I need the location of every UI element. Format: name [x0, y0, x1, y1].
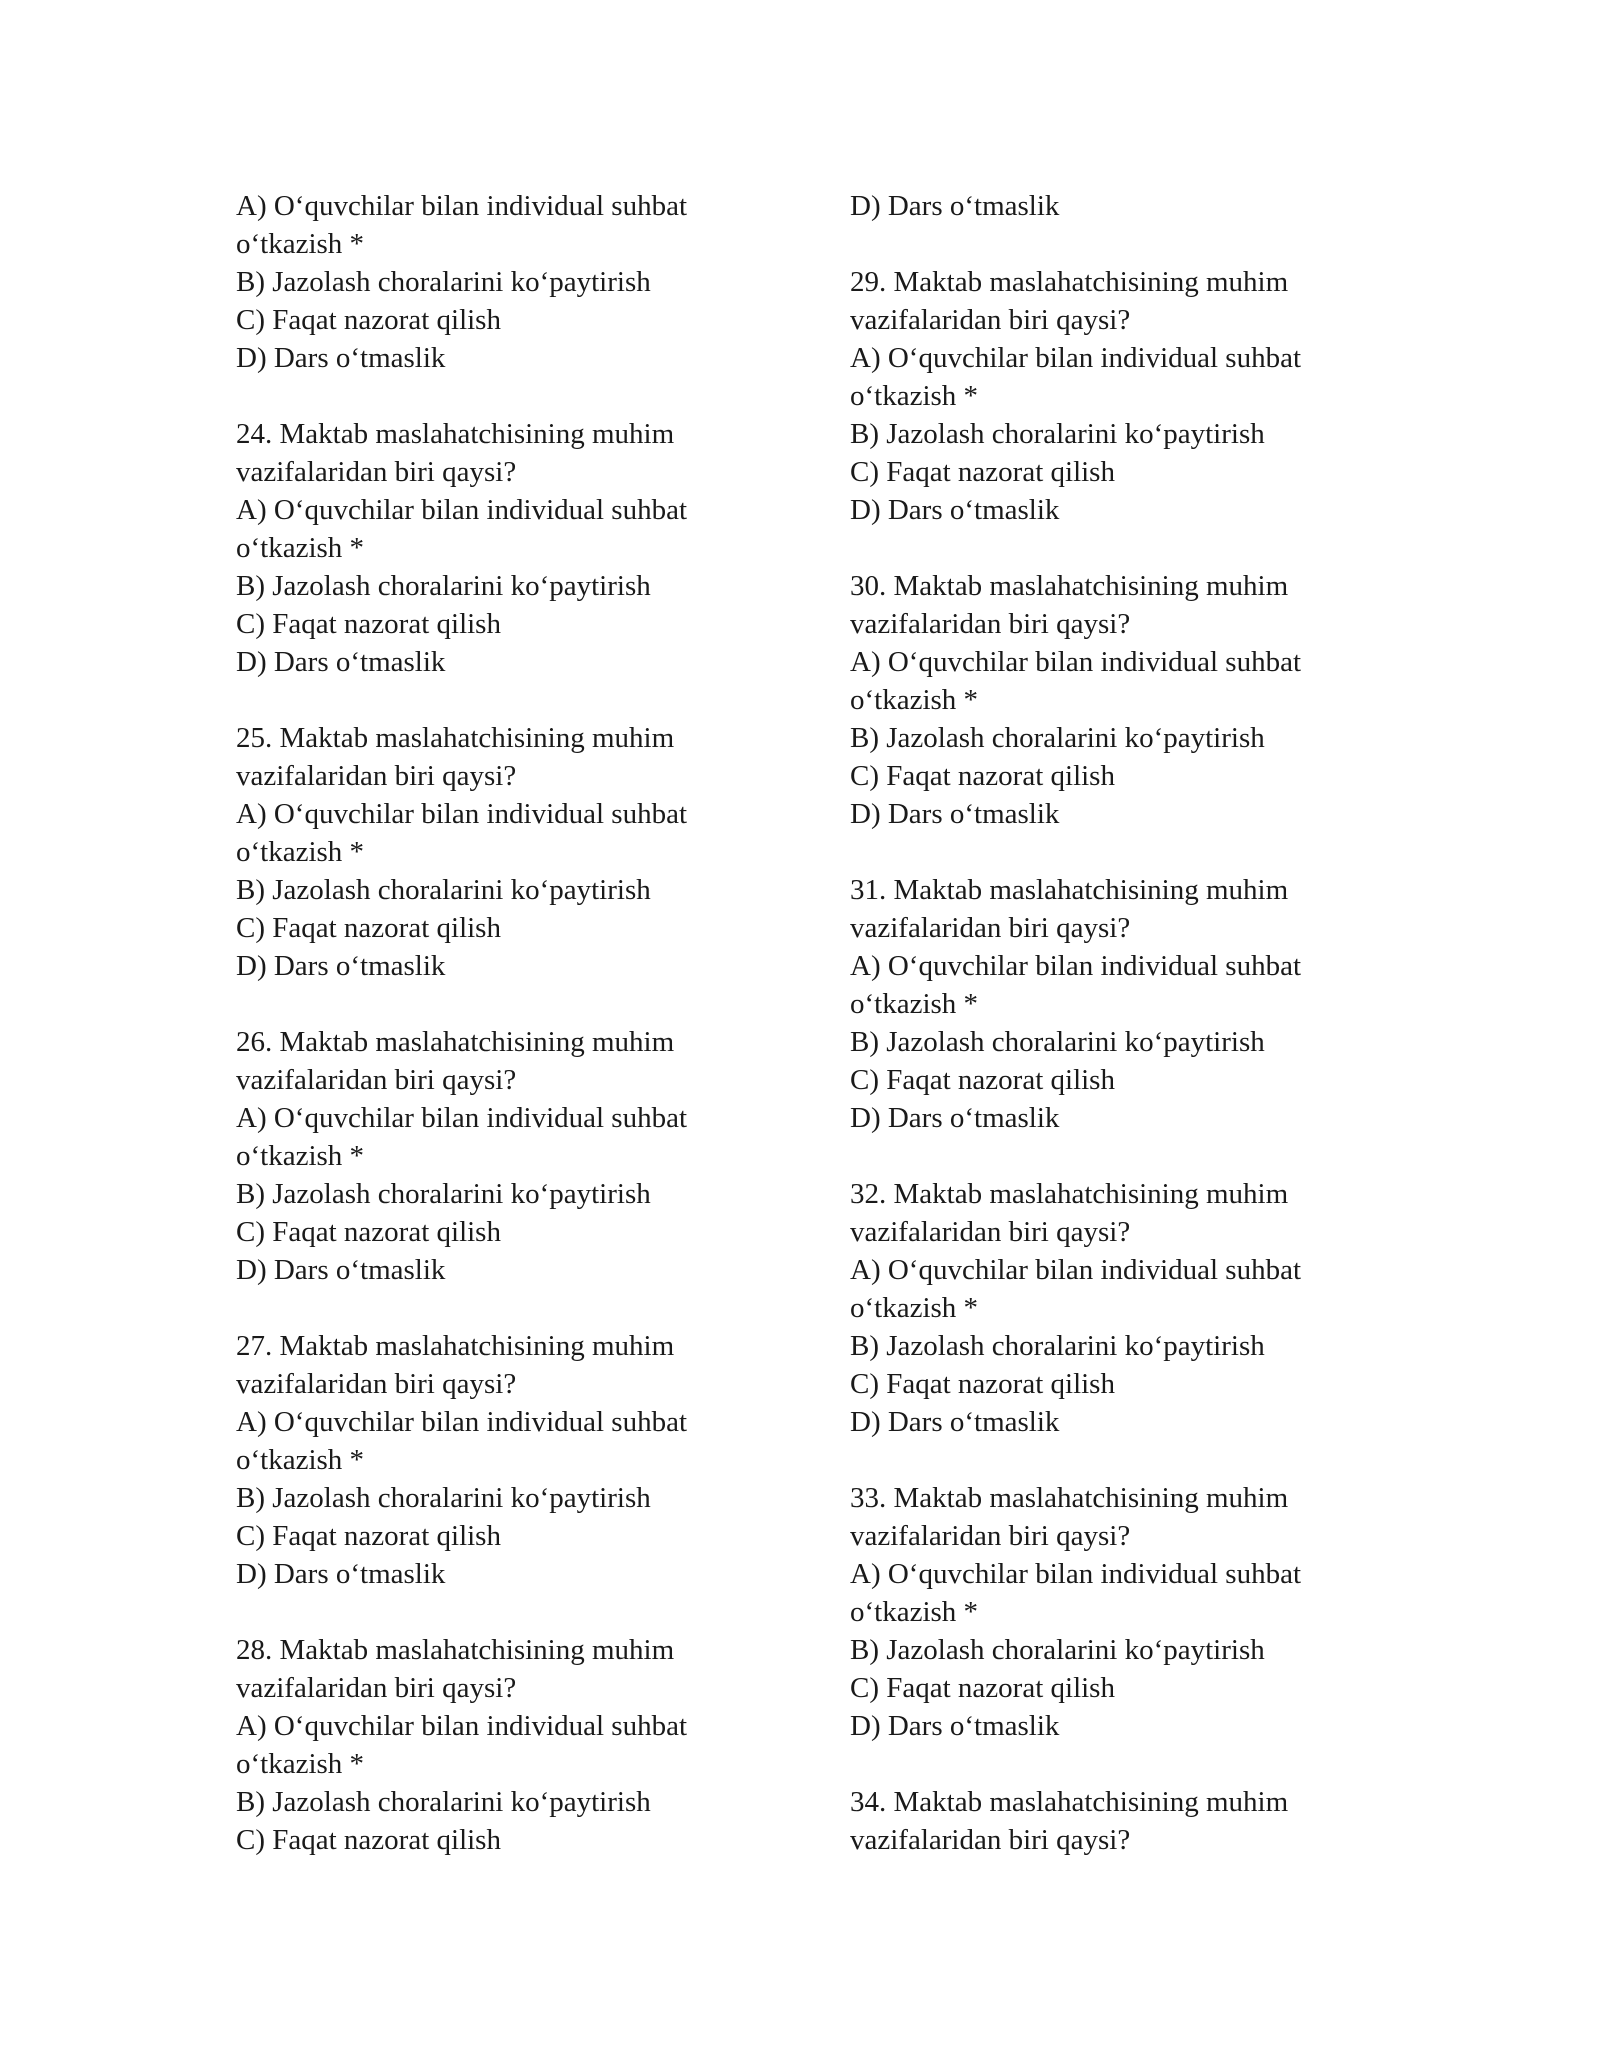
answer-option: B) Jazolash choralarini ko‘paytirish [850, 1330, 1265, 1362]
answer-option: B) Jazolash choralarini ko‘paytirish [850, 722, 1265, 754]
question-text: 32. Maktab maslahatchisining muhim vazifalaridan biri qaysi? [850, 1178, 1289, 1248]
question-block [236, 1631, 756, 1859]
question-text: 29. Maktab maslahatchisining muhim vazifalaridan biri qaysi? [850, 266, 1289, 336]
question-block [236, 1023, 756, 1289]
answer-option: C) Faqat nazorat qilish [236, 1824, 501, 1856]
answer-option: D) Dars o‘tmaslik [850, 1406, 1060, 1438]
answer-option: D) Dars o‘tmaslik [850, 1710, 1060, 1742]
answer-option: A) O‘quvchilar bilan individual suhbat o‘tkazish * [850, 1254, 1302, 1324]
answer-option: A) O‘quvchilar bilan individual suhbat o‘tkazish * [236, 1710, 688, 1780]
answer-option: B) Jazolash choralarini ko‘paytirish [850, 418, 1265, 450]
question-block [236, 415, 756, 681]
question-block [850, 1783, 1370, 1859]
answer-option: B) Jazolash choralarini ko‘paytirish [236, 874, 651, 906]
answer-option: D) Dars o‘tmaslik [850, 798, 1060, 830]
answer-option: A) O‘quvchilar bilan individual suhbat o‘tkazish * [850, 342, 1302, 412]
answer-option: C) Faqat nazorat qilish [236, 912, 501, 944]
answer-option: D) Dars o‘tmaslik [236, 950, 446, 982]
answer-option: C) Faqat nazorat qilish [236, 304, 501, 336]
question-block [850, 1479, 1370, 1745]
question-block [850, 567, 1370, 833]
answer-option: C) Faqat nazorat qilish [236, 608, 501, 640]
answer-option: D) Dars o‘tmaslik [236, 342, 446, 374]
right-column [850, 187, 1370, 1897]
answer-option: C) Faqat nazorat qilish [850, 1064, 1115, 1096]
question-block [236, 719, 756, 985]
answer-option: D) Dars o‘tmaslik [236, 646, 446, 678]
question-text: 27. Maktab maslahatchisining muhim vazifalaridan biri qaysi? [236, 1330, 675, 1400]
question-text: 26. Maktab maslahatchisining muhim vazifalaridan biri qaysi? [236, 1026, 675, 1096]
answer-option: B) Jazolash choralarini ko‘paytirish [850, 1026, 1265, 1058]
answer-option: D) Dars o‘tmaslik [850, 494, 1060, 526]
question-block [850, 1175, 1370, 1441]
answer-option: C) Faqat nazorat qilish [850, 1672, 1115, 1704]
question-text: 28. Maktab maslahatchisining muhim vazifalaridan biri qaysi? [236, 1634, 675, 1704]
answer-option: A) O‘quvchilar bilan individual suhbat o‘tkazish * [850, 646, 1302, 716]
left-column [236, 187, 756, 1897]
answer-option: B) Jazolash choralarini ko‘paytirish [236, 1482, 651, 1514]
answer-option: C) Faqat nazorat qilish [236, 1520, 501, 1552]
answer-option: D) Dars o‘tmaslik [850, 190, 1060, 222]
question-text: 31. Maktab maslahatchisining muhim vazifalaridan biri qaysi? [850, 874, 1289, 944]
question-block [850, 187, 1370, 225]
answer-option: A) O‘quvchilar bilan individual suhbat o‘tkazish * [850, 1558, 1302, 1628]
question-text: 24. Maktab maslahatchisining muhim vazifalaridan biri qaysi? [236, 418, 675, 488]
answer-option: A) O‘quvchilar bilan individual suhbat o‘tkazish * [236, 1102, 688, 1172]
question-text: 25. Maktab maslahatchisining muhim vazifalaridan biri qaysi? [236, 722, 675, 792]
answer-option: A) O‘quvchilar bilan individual suhbat o‘tkazish * [236, 798, 688, 868]
answer-option: C) Faqat nazorat qilish [850, 760, 1115, 792]
answer-option: C) Faqat nazorat qilish [236, 1216, 501, 1248]
answer-option: B) Jazolash choralarini ko‘paytirish [236, 1178, 651, 1210]
answer-option: C) Faqat nazorat qilish [850, 1368, 1115, 1400]
answer-option: A) O‘quvchilar bilan individual suhbat o‘tkazish * [236, 1406, 688, 1476]
answer-option: B) Jazolash choralarini ko‘paytirish [236, 570, 651, 602]
question-block [850, 871, 1370, 1137]
answer-option: A) O‘quvchilar bilan individual suhbat o‘tkazish * [236, 494, 688, 564]
answer-option: D) Dars o‘tmaslik [236, 1558, 446, 1590]
question-text: 33. Maktab maslahatchisining muhim vazifalaridan biri qaysi? [850, 1482, 1289, 1552]
question-text: 34. Maktab maslahatchisining muhim vazifalaridan biri qaysi? [850, 1786, 1289, 1856]
question-block [236, 187, 756, 377]
answer-option: B) Jazolash choralarini ko‘paytirish [236, 1786, 651, 1818]
answer-option: D) Dars o‘tmaslik [850, 1102, 1060, 1134]
question-block [236, 1327, 756, 1593]
answer-option: B) Jazolash choralarini ko‘paytirish [236, 266, 651, 298]
answer-option: C) Faqat nazorat qilish [850, 456, 1115, 488]
answer-option: B) Jazolash choralarini ko‘paytirish [850, 1634, 1265, 1666]
answer-option: A) O‘quvchilar bilan individual suhbat o‘tkazish * [850, 950, 1302, 1020]
answer-option: A) O‘quvchilar bilan individual suhbat o‘tkazish * [236, 190, 688, 260]
question-text: 30. Maktab maslahatchisining muhim vazifalaridan biri qaysi? [850, 570, 1289, 640]
answer-option: D) Dars o‘tmaslik [236, 1254, 446, 1286]
question-block [850, 263, 1370, 529]
